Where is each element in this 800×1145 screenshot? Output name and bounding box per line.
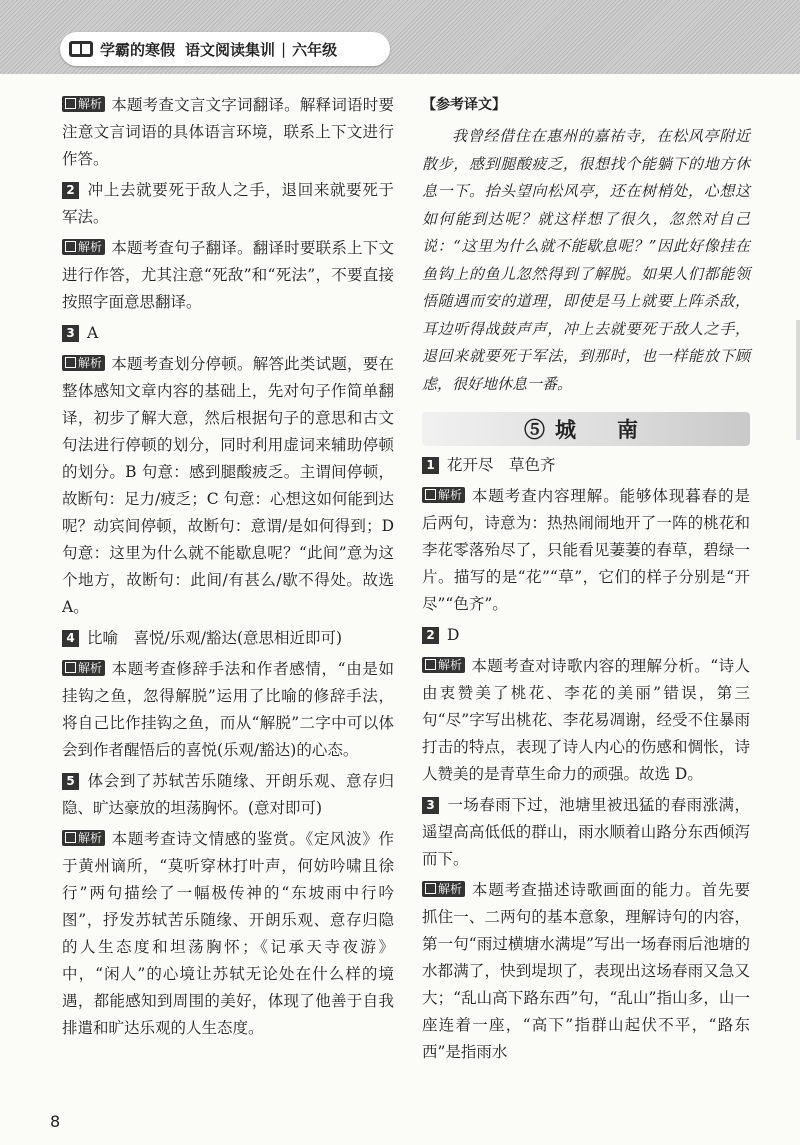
- analysis-paragraph: [62, 235, 394, 316]
- analysis-paragraph: [422, 877, 750, 1066]
- analysis-tag: 解析: [422, 657, 465, 673]
- analysis-tag: 解析: [422, 881, 465, 897]
- answer-text: 体会到了苏轼苦乐随缘、开朗乐观、意存归隐、旷达豪放的坦荡胸怀。(意对即可): [62, 772, 394, 817]
- answer-item: [422, 622, 750, 649]
- section-title-bar: [422, 412, 750, 446]
- page-number: 8: [50, 1112, 61, 1131]
- analysis-icon: [65, 832, 76, 843]
- analysis-tag: 解析: [62, 830, 105, 846]
- question-number: 4: [62, 630, 79, 647]
- analysis-paragraph: [62, 656, 394, 764]
- analysis-text: 本题考查内容理解。能够体现暮春的是后两句，诗意为：热热闹闹地开了一阵的桃花和李花零落殆尽了，只能看见萋萋的春草，碧绿一片。描写的是“花”“草”，它们的样子分别是“开尽”“色齐”。: [422, 487, 750, 613]
- analysis-text: 本题考查划分停顿。解答此类试题，要在整体感知文章内容的基础上，先对句子作简单翻译，初步了解大意，然后根据句子的意思和古文句法进行停顿的划分，同时利用虚词来辅助停顿的划分。B 句意：感到腿酸疲乏。主谓间停顿，故断句：足力/疲乏；C 句意：心想这如何能到达呢？动宾间停顿，故断句：意谓/是如何得到；D 句意：这里为什么就不能歇息呢？“此间”意为这个地方，故断句：此间/有甚么/歇不得处。故选 A。: [62, 355, 395, 616]
- answer-item: [62, 177, 394, 231]
- analysis-paragraph: [422, 483, 750, 618]
- analysis-icon: [425, 489, 436, 500]
- answer-text: D: [447, 626, 460, 644]
- series-banner: [60, 32, 390, 66]
- grade-label: 六年级: [292, 40, 338, 59]
- analysis-tag: 解析: [62, 355, 105, 371]
- answer-item: [422, 452, 750, 479]
- analysis-text: 本题考查文言文字词翻译。解释词语时要注意文言词语的具体语言环境，联系上下文进行作答。: [62, 96, 394, 168]
- left-column: [62, 92, 394, 1046]
- answer-text: 冲上去就要死于敌人之手，退回来就要死于军法。: [62, 181, 394, 226]
- question-number: 3: [422, 797, 439, 814]
- analysis-icon: [425, 883, 436, 894]
- right-column: [422, 92, 750, 1070]
- answer-item: [62, 320, 394, 347]
- analysis-text: 本题考查句子翻译。翻译时要联系上下文进行作答，尤其注意“死敌”和“死法”，不要直接按照字面意思翻译。: [62, 239, 394, 311]
- question-number: 1: [422, 457, 439, 474]
- analysis-tag: 解析: [422, 487, 465, 503]
- analysis-tag: 解析: [62, 239, 105, 255]
- answer-item: [62, 625, 394, 652]
- analysis-paragraph: [62, 826, 394, 1042]
- answer-text: 一场春雨下过，池塘里被迅猛的春雨涨满，遥望高高低低的群山，雨水顺着山路分东西倾泻而下。: [422, 796, 750, 868]
- analysis-icon: [65, 241, 76, 252]
- analysis-icon: [65, 98, 76, 109]
- analysis-text: 本题考查诗文情感的鉴赏。《定风波》作于黄州谪所，“莫听穿林打叶声，何妨吟啸且徐行”两句描绘了一幅极传神的“东坡雨中行吟图”，抒发苏轼苦乐随缘、开朗乐观、意存归隐的人生态度和坦荡胸怀；《记承天寺夜游》中，“闲人”的心境让苏轼无论处在什么样的境遇，都能感知到周围的美好，体现了他善于自我排遣和旷达乐观的人生态度。: [62, 830, 394, 1037]
- analysis-icon: [425, 659, 436, 670]
- question-number: 2: [62, 182, 79, 199]
- analysis-paragraph: [62, 92, 394, 173]
- header-separator: |: [281, 40, 287, 58]
- analysis-text: 本题考查对诗歌内容的理解分析。“诗人由衷赞美了桃花、李花的美丽”错误，第三句“尽”字写出桃花、李花易凋谢，经受不住暴雨打击的特点，表现了诗人内心的伤感和惆怅，诗人赞美的是青草生命力的顽强。故选 D。: [422, 657, 750, 783]
- analysis-icon: [65, 357, 76, 368]
- analysis-text: 本题考查修辞手法和作者感情，“由是如挂钩之鱼，忽得解脱”运用了比喻的修辞手法，将自己比作挂钩之鱼，而从“解脱”二字中可以体会到作者醒悟后的喜悦(乐观/豁达)的心态。: [62, 660, 394, 759]
- book-icon: [68, 39, 94, 59]
- analysis-paragraph: [62, 351, 394, 621]
- page-edge-shadow: [796, 320, 800, 440]
- answer-text: 花开尽 草色齐: [447, 456, 556, 474]
- question-number: 5: [62, 773, 79, 790]
- section-title: ⑤城 南: [524, 416, 648, 442]
- analysis-text: 本题考查描述诗歌画面的能力。首先要抓住一、二两句的基本意象，理解诗句的内容，第一句“雨过横塘水满堤”写出一场春雨后池塘的水都满了，快到堤坝了，表现出这场春雨又急又大；“乱山高下路东西”句，“乱山”指山多，山一座连着一座，“高下”指群山起伏不平，“路东西”是指雨水: [422, 881, 750, 1061]
- analysis-tag: 解析: [62, 660, 105, 676]
- book-subtitle: 语文阅读集训: [185, 40, 276, 59]
- analysis-icon: [65, 662, 76, 673]
- answer-item: [62, 768, 394, 822]
- book-title: 学霸的寒假: [100, 40, 176, 59]
- analysis-tag: 解析: [62, 96, 105, 112]
- page-header: [0, 0, 800, 74]
- answer-text: A: [87, 324, 99, 342]
- answer-item: [422, 792, 750, 873]
- question-number: 3: [62, 325, 79, 342]
- translation-heading: 【参考译文】: [422, 97, 506, 113]
- question-number: 2: [422, 627, 439, 644]
- answer-text: 比喻 喜悦/乐观/豁达(意思相近即可): [87, 629, 343, 647]
- analysis-paragraph: [422, 653, 750, 788]
- translation-body: 我曾经借住在惠州的嘉祐寺，在松风亭附近散步，感到腿酸疲乏，很想找个能躺下的地方休息一下。抬头望向松风亭，还在树梢处，心想这如何能到达呢？就这样想了很久，忽然对自己说：“这里为什么就不能歇息呢？”因此好像挂在鱼钩上的鱼儿忽然得到了解脱。如果人们都能领悟随遇而安的道理，即使是马上就要上阵杀敌，耳边听得战鼓声声，冲上去就要死于敌人之手，退回来就要死于军法，到那时，也一样能放下顾虑，很好地休息一番。: [422, 127, 750, 393]
